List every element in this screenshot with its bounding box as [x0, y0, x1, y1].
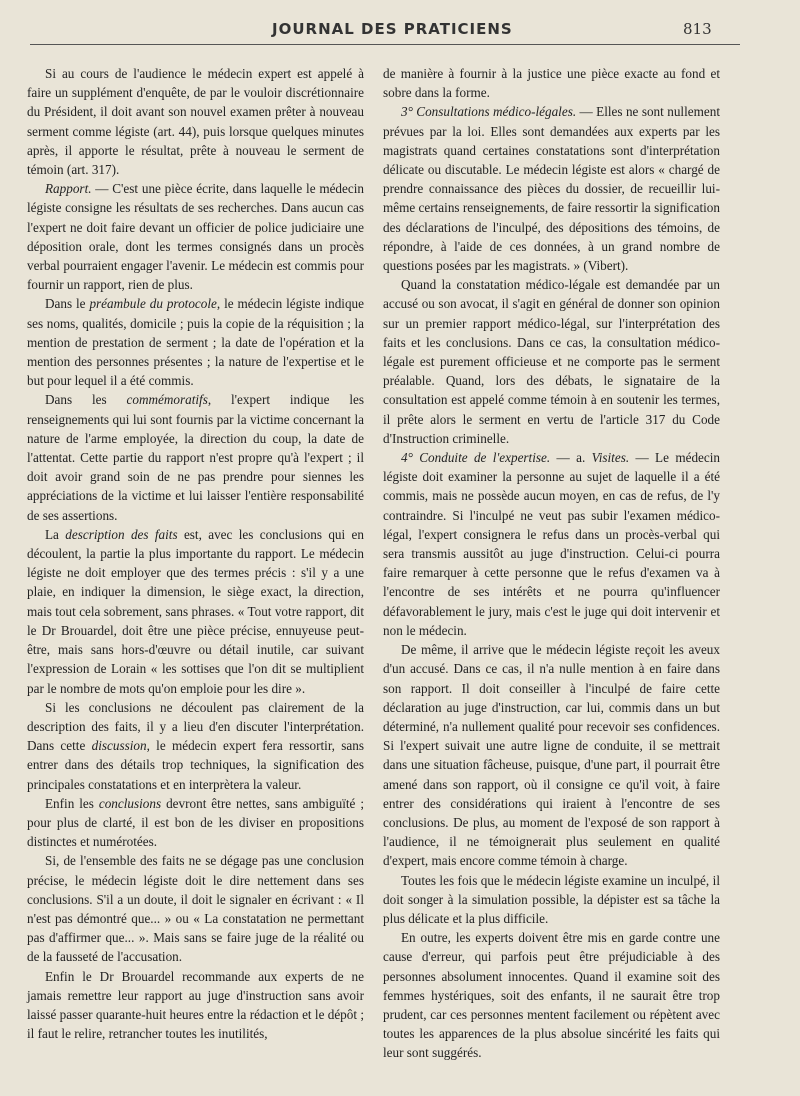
italic-term: préambule du protocole [89, 296, 217, 312]
paragraph-text: Si, de l'ensemble des faits ne se dégage pas une conclusion précise, le médecin légiste doit le dire nettement dans ses conclusions. S'il a un doute, il doit le signaler en écrivant : « Il n'est pas démontré que... » ou « La constatation ne permettant pas d'affirmer que... ». Mais sans se faire juge de la réalité ou de la fausseté de l'accusation. [27, 853, 364, 965]
paragraph-text: — C'est une pièce écrite, dans laquelle le médecin légiste consigne les résultats de ses recherches. Dans aucun cas l'expert ne doit faire devant un officier de police judiciaire une déposition orale, dont les termes consignés dans un procès verbal pourraient engager l'avenir. Le médecin est commis pour fournir un rapport, rien de plus. [27, 181, 364, 293]
right-column [383, 64, 720, 1063]
paragraph [383, 928, 720, 1062]
paragraph [27, 64, 364, 179]
paragraph [27, 179, 364, 294]
paragraph [383, 871, 720, 929]
paragraph [383, 640, 720, 870]
paragraph-text: , l'expert indique les renseignements qui lui sont fournis par la victime concernant la nature de l'arme employée, la direction du coup, la date de l'attentat. Cette partie du rapport n'est propre qu'à l'expert ; il doit avoir grand soin de ne pas prendre pour siennes les appréciations de la victime et lui laisser l'entière responsabilité de ses assertions. [27, 392, 364, 523]
paragraph-text: Toutes les fois que le médecin légiste examine un inculpé, il doit songer à la simulation possible, la dépister est sa tâche la plus délicate et la plus difficile. [383, 872, 720, 926]
paragraph-text: , le médecin expert fera ressortir, sans entrer dans des détails trop techniques, la signification des principales constatations et en interprètera la valeur. [27, 738, 364, 792]
italic-term: discussion [91, 738, 147, 754]
left-column [27, 64, 364, 1043]
paragraph-text: — Le médecin légiste doit examiner la personne au sujet de laquelle il a été commis, mais ne possède aucun moyen, en cas de refus, de l'y contraindre. Si l'inculpé ne veut pas subir l'examen médico-légal, l'expert consignera le refus dans un procès-verbal qui sera transmis aussitôt au juge d'instruction. Celui-ci pourra faire remarquer à cette personne que le refus d'examen va à l'encontre de ses intérêts et ne pourra qu'influencer défavorablement le jury, mais c'est le juge qui doit intervenir et non le médecin. [383, 450, 721, 638]
paragraph-text: , le médecin légiste indique ses noms, qualités, domicile ; puis la copie de la réquisition ; la mention de prestation de serment ; la date de l'opération et la mention des personnes présentes ; la nature de l'expertise et le but pour lequel il a été commis. [27, 296, 365, 389]
paragraph-text: Quand la constatation médico-légale est demandée par un accusé ou son avocat, il s'agit en général de donner son opinion sur un premier rapport médico-légal, sur l'interprétation des faits et les conclusions. Dans ce cas, la consultation médico-légale est purement officieuse et ne comporte pas le serment préalable. Quand, lors des débats, le signataire de la consultation est appelé comme témoin à en soutenir les termes, il prête alors le serment en vertu de l'article 317 du Code d'Instruction criminelle. [383, 277, 720, 446]
paragraph [27, 967, 364, 1044]
paragraph-text: de manière à fournir à la justice une pièce exacte au fond et sobre dans la forme. [383, 66, 720, 101]
paragraph [383, 448, 720, 640]
paragraph-text: est, avec les conclusions qui en découlent, la partie la plus importante du rapport. Le médecin légiste ne doit employer que des termes précis : s'il y a une plaie, en indiquer la dimension, le siège exact, la direction, mais tout cela sobrement, sans phrases. « Tout votre rapport, dit le Dr Brouardel, doit être une pièce précise, ennuyeuse peut-être, mais sans hors-d'œuvre ou détail inutile, car suivant l'expression de Lorain « les sottises que l'on dit se multiplient par le nombre de mots qu'on emploie pour les dire ». [27, 526, 364, 696]
paragraph-text: Si les conclusions ne découlent pas clairement de la description des faits, il y a lieu d'en discuter l'interprétation. Dans cette [27, 699, 364, 754]
paragraph-text: Enfin les [45, 795, 99, 811]
paragraph [383, 275, 720, 448]
paragraph-text: Dans le [45, 296, 90, 312]
paragraph-lead: Rapport. [45, 181, 92, 197]
italic-term: description des faits [65, 526, 178, 542]
header-rule [30, 44, 740, 45]
paragraph [27, 294, 364, 390]
paragraph-text: La [45, 526, 66, 542]
paragraph [383, 102, 720, 275]
paragraph-text: De même, il arrive que le médecin légiste reçoit les aveux d'un accusé. Dans ce cas, il n'a nulle mention à en faire dans son rapport. Il doit conseiller à l'inculpé de faire cette déclaration au juge d'instruction, car lui, commis dans un but déterminé, n'a nullement qualité pour recevoir ses confidences. Si l'expert suivait une autre ligne de conduite, il se mettrait dans une situation fâcheuse, puisque, d'une part, il pourrait être amené dans son rapport, où il consigne ce qu'il voit, à faire entrer des considérations qui iraient à l'encontre de ses conclusions. De plus, au moment de l'exposé de son rapport à l'audience, il ne témoignerait plus seulement en qualité d'expert, mais encore comme témoin à charge. [383, 642, 720, 869]
paragraph-text: Enfin le Dr Brouardel recommande aux experts de ne jamais remettre leur rapport au juge d'instruction sans avoir laissé passer quarante-huit heures entre la rédaction et le dépôt ; il faut le relire, retrancher toutes les inutilités, [27, 968, 364, 1042]
paragraph-text: — a. [550, 450, 592, 466]
page-header [0, 14, 800, 44]
paragraph-text: En outre, les experts doivent être mis en garde contre une cause d'erreur, qui parfois peut être préjudiciable à des personnes absolument innocentes. Quand il examine soit des femmes hystériques, soit des enfants, il ne saurait être trop prudent, car ces personnes mentent facilement ou répètent avec toutes les apparences de la plus absolue sincérité les faits qui leur sont suggérés. [383, 930, 720, 1061]
paragraph [27, 851, 364, 966]
journal-title: JOURNAL DES PRATICIENS [272, 20, 513, 38]
paragraph-text: Dans les [45, 392, 127, 408]
paragraph [27, 390, 364, 524]
paragraph-lead: 4° Conduite de l'expertise. [401, 450, 551, 466]
paragraph [27, 698, 364, 794]
paragraph-lead: 3° Consultations médico-légales. [401, 104, 577, 120]
italic-term: commémoratifs [126, 392, 208, 408]
paragraph-text: — Elles ne sont nullement prévues par la loi. Elles sont demandées aux experts par les magistrats quand certaines constatations sont d'interprétation délicate ou discutable. Le médecin légiste est alors « chargé de prendre connaissance des pièces du dossier, de recueillir lui-même certains renseignements, de faire ressortir la signification des déclarations de l'inculpé, des dépositions des témoins, de répondre, à l'aide de ces données, à un grand nombre de questions posées par les magistrats. » (Vibert). [383, 104, 720, 274]
paragraph [27, 794, 364, 852]
paragraph [27, 525, 364, 698]
paragraph-sublead: Visites. [591, 450, 630, 466]
italic-term: conclusions [98, 795, 162, 811]
paragraph [383, 64, 720, 102]
page-number: 813 [683, 20, 712, 38]
paragraph-text: devront être nettes, sans ambiguïté ; pour plus de clarté, il est bon de les diviser en propositions distinctes et numérotées. [27, 795, 364, 850]
paragraph-text: Si au cours de l'audience le médecin expert est appelé à faire un supplément d'enquête, de par le vouloir discrétionnaire du Président, il doit avant son nouvel examen prêter à nouveau serment comme légiste (art. 44), puis lorsque quelques minutes après, il apporte le résultat, prête à nouveau le serment de témoin (art. 317). [27, 66, 364, 178]
